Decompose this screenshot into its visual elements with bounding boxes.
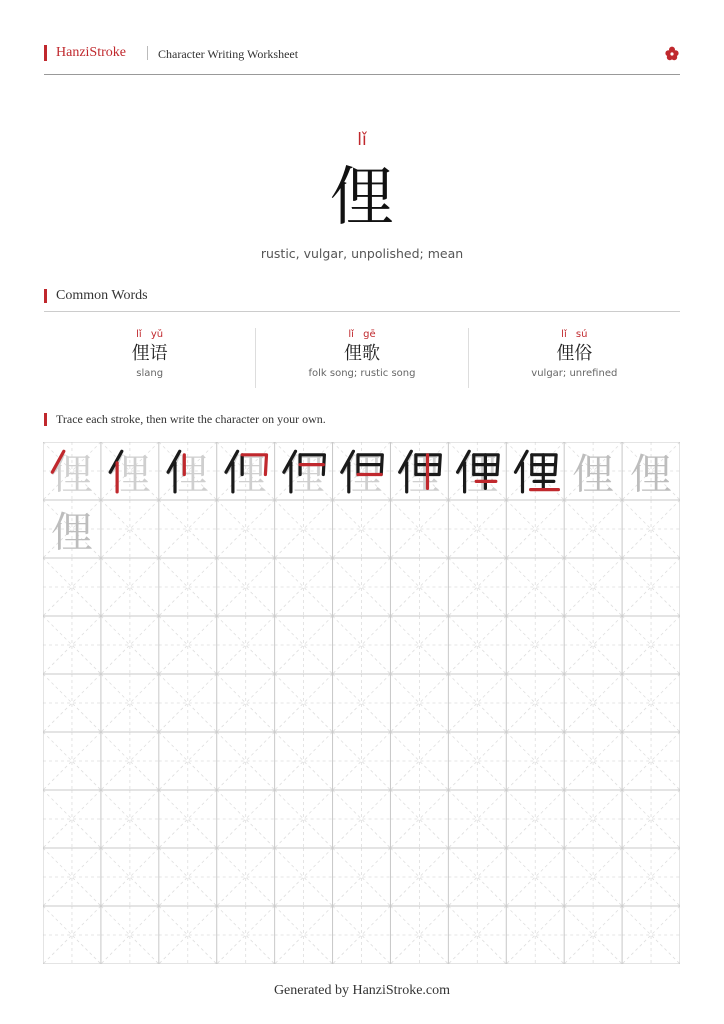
practice-cell[interactable] [43,790,101,848]
practice-cell[interactable] [333,674,391,732]
practice-cell[interactable] [506,906,564,964]
common-words-heading [44,287,680,312]
practice-cell[interactable] [43,616,101,674]
practice-cell[interactable] [506,732,564,790]
trace-character: 俚 [51,449,93,499]
word-item [468,328,680,388]
practice-cell[interactable] [101,790,159,848]
practice-cell[interactable] [390,500,448,558]
practice-cell[interactable] [333,500,391,558]
word-pinyin: lǐ sú [561,329,588,340]
practice-cell[interactable] [448,500,506,558]
trace-character: 俚 [340,449,383,499]
practice-cell[interactable] [390,906,448,964]
practice-cell[interactable] [622,906,680,964]
common-words-list [44,328,680,388]
footer-credit: Generated by HanziStroke.com [273,983,451,998]
practice-cell[interactable] [564,616,622,674]
brand-accent-bar [44,45,47,61]
practice-cell[interactable] [333,906,391,964]
practice-cell[interactable] [622,790,680,848]
practice-cell[interactable] [217,558,275,616]
practice-cell[interactable] [101,558,159,616]
instruction-accent-bar [44,413,47,426]
practice-grid[interactable] [43,442,680,964]
practice-cell[interactable] [101,500,159,558]
practice-cell[interactable] [275,674,333,732]
practice-cell[interactable] [275,732,333,790]
practice-cell[interactable] [159,906,217,964]
practice-cell[interactable] [159,848,217,906]
practice-cell[interactable] [506,790,564,848]
word-item [44,328,255,388]
practice-cell[interactable] [217,674,275,732]
common-words-title: Common Words [56,288,148,303]
instruction-text: Trace each stroke, then write the character on your own. [56,412,326,426]
trace-character: 俚 [398,449,441,499]
practice-cell[interactable] [390,790,448,848]
practice-cell[interactable] [448,906,506,964]
practice-cell[interactable] [390,558,448,616]
practice-cell[interactable] [217,732,275,790]
practice-cell[interactable] [622,848,680,906]
trace-character: 俚 [282,449,325,499]
practice-cell[interactable] [101,732,159,790]
practice-cell[interactable] [333,732,391,790]
practice-cell[interactable] [275,500,333,558]
practice-cell[interactable] [564,558,622,616]
practice-cell[interactable] [448,558,506,616]
word-hanzi: 俚歌 [343,343,380,364]
practice-cell[interactable] [564,500,622,558]
practice-cell[interactable] [390,732,448,790]
practice-cell[interactable] [217,500,275,558]
practice-cell[interactable] [217,906,275,964]
character-meaning: rustic, vulgar, unpolished; mean [260,246,464,261]
practice-cell[interactable] [275,616,333,674]
practice-cell[interactable] [506,500,564,558]
practice-cell[interactable] [101,906,159,964]
word-meaning: slang [136,368,164,379]
practice-cell[interactable] [506,848,564,906]
practice-cell[interactable] [564,848,622,906]
word-meaning: vulgar; unrefined [531,368,618,379]
worksheet-header [44,44,680,75]
practice-cell[interactable] [448,848,506,906]
word-pinyin: lǐ yǔ [136,329,164,340]
practice-cell[interactable] [217,790,275,848]
trace-character: 俚 [166,449,209,499]
word-meaning: folk song; rustic song [308,368,416,379]
practice-cell[interactable] [506,558,564,616]
practice-cell[interactable] [43,674,101,732]
practice-cell[interactable] [622,616,680,674]
brand-name[interactable]: HanziStroke [56,45,126,60]
practice-cell[interactable] [506,616,564,674]
practice-cell[interactable] [622,732,680,790]
main-character: 俚 [330,161,394,235]
practice-cell[interactable] [564,906,622,964]
practice-cell[interactable] [333,848,391,906]
practice-cell[interactable] [43,906,101,964]
practice-cell[interactable] [448,732,506,790]
practice-cell[interactable] [448,674,506,732]
practice-cell[interactable] [101,674,159,732]
practice-cell[interactable] [448,790,506,848]
practice-cell[interactable] [390,616,448,674]
trace-character: 俚 [108,449,151,499]
practice-cell[interactable] [217,848,275,906]
practice-cell[interactable] [275,790,333,848]
trace-character: 俚 [51,507,93,557]
practice-cell[interactable] [448,616,506,674]
practice-cell[interactable] [564,674,622,732]
worksheet-subtitle: Character Writing Worksheet [158,47,299,61]
practice-cell[interactable] [390,848,448,906]
trace-character: 俚 [456,449,499,499]
header-divider [147,46,148,60]
practice-cell[interactable] [506,674,564,732]
practice-cell[interactable] [217,616,275,674]
practice-cell[interactable] [622,674,680,732]
practice-cell[interactable] [159,616,217,674]
flower-icon [664,45,680,61]
practice-cell[interactable] [333,790,391,848]
practice-cell[interactable] [622,500,680,558]
practice-cell[interactable] [390,674,448,732]
practice-cell[interactable] [101,848,159,906]
trace-character: 俚 [630,449,672,499]
practice-cell[interactable] [43,558,101,616]
practice-cell[interactable] [275,558,333,616]
practice-cell[interactable] [564,732,622,790]
practice-cell[interactable] [101,616,159,674]
practice-cell[interactable] [159,558,217,616]
practice-cell[interactable] [275,848,333,906]
practice-cell[interactable] [622,558,680,616]
practice-cell[interactable] [333,616,391,674]
practice-cell[interactable] [159,732,217,790]
trace-character: 俚 [572,449,615,499]
trace-character: 俚 [224,449,267,499]
word-hanzi: 俚俗 [556,343,593,364]
word-pinyin: lǐ gē [348,329,376,340]
character-pinyin: lǐ [357,130,367,150]
practice-cell[interactable] [159,674,217,732]
practice-cell[interactable] [333,558,391,616]
practice-cell[interactable] [564,790,622,848]
section-accent-bar [44,289,47,303]
word-item [255,328,467,388]
practice-cell[interactable] [43,848,101,906]
word-hanzi: 俚语 [131,343,168,364]
practice-cell[interactable] [275,906,333,964]
practice-cell[interactable] [43,732,101,790]
practice-cell[interactable] [159,500,217,558]
practice-cell[interactable] [159,790,217,848]
